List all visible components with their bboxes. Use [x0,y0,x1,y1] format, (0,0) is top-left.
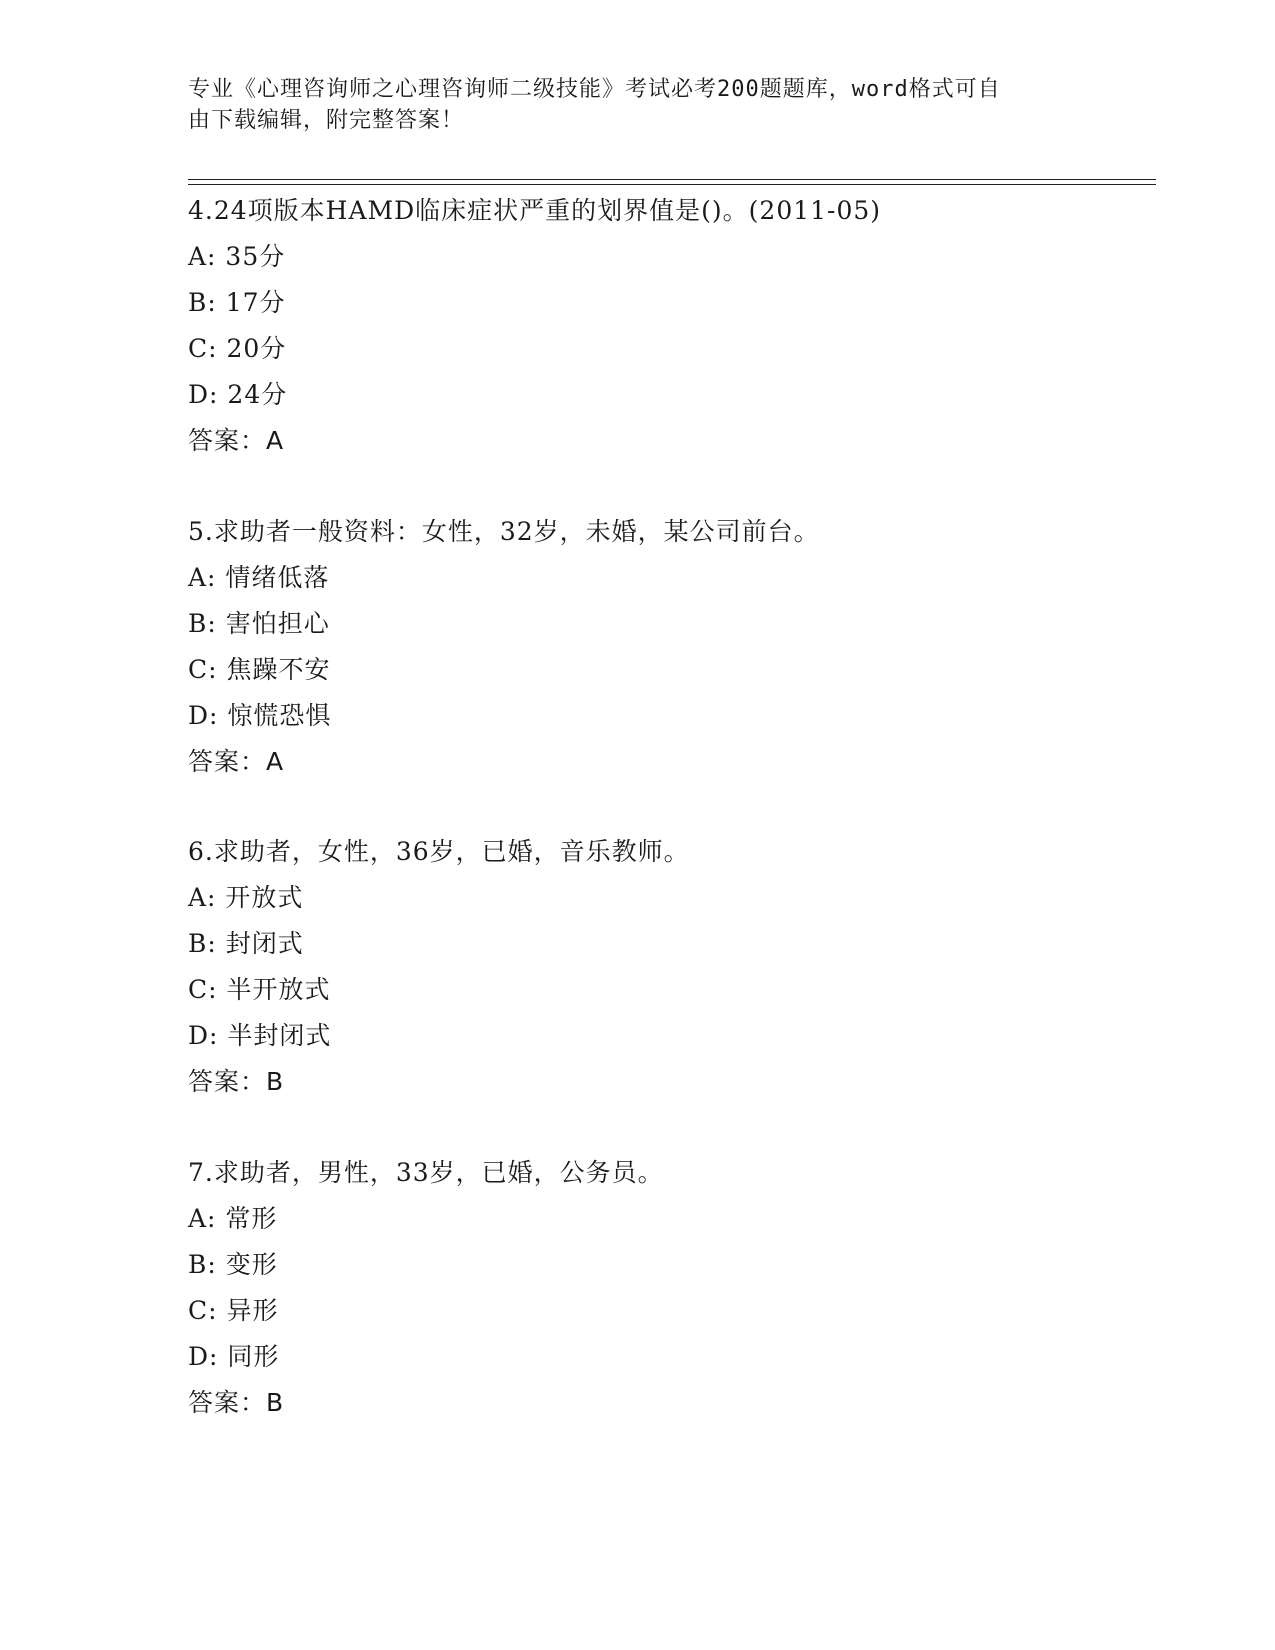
option-d: D: 惊慌恐惧 [188,701,332,730]
question-block [188,188,1156,464]
option-b: B: 封闭式 [188,929,304,958]
option-a: A: 35分 [188,242,286,271]
option-c: C: 焦躁不安 [188,655,331,684]
option-a: A: 开放式 [188,883,304,912]
question-stem: 4.24项版本HAMD临床症状严重的划界值是()。(2011-05) [188,196,882,225]
answer-line: 答案：B [188,1067,285,1096]
answer-line: 答案：A [188,747,285,776]
question-stem: 5.求助者一般资料：女性，32岁，未婚，某公司前台。 [188,517,820,546]
answer-line: 答案：A [188,426,285,455]
question-block [188,1150,1156,1426]
question-stem: 7.求助者，男性，33岁，已婚，公务员。 [188,1158,664,1187]
intro-line-2: 由下载编辑，附完整答案！ [188,108,465,133]
option-b: B: 害怕担心 [188,609,330,638]
option-b: B: 变形 [188,1250,278,1279]
option-c: C: 异形 [188,1296,279,1325]
document-intro [188,74,1078,136]
option-d: D: 24分 [188,380,288,409]
question-stem: 6.求助者，女性，36岁，已婚，音乐教师。 [188,837,690,866]
option-b: B: 17分 [188,288,286,317]
option-a: A: 常形 [188,1204,278,1233]
header-divider-top [188,179,1156,180]
option-c: C: 20分 [188,334,287,363]
question-block [188,509,1156,785]
option-c: C: 半开放式 [188,975,331,1004]
option-a: A: 情绪低落 [188,563,330,592]
intro-line-1: 专业《心理咨询师之心理咨询师二级技能》考试必考200题题库，word格式可自 [188,77,1001,102]
question-block [188,829,1156,1105]
option-d: D: 半封闭式 [188,1021,332,1050]
header-divider-bottom [188,184,1156,185]
option-d: D: 同形 [188,1342,280,1371]
answer-line: 答案：B [188,1388,285,1417]
